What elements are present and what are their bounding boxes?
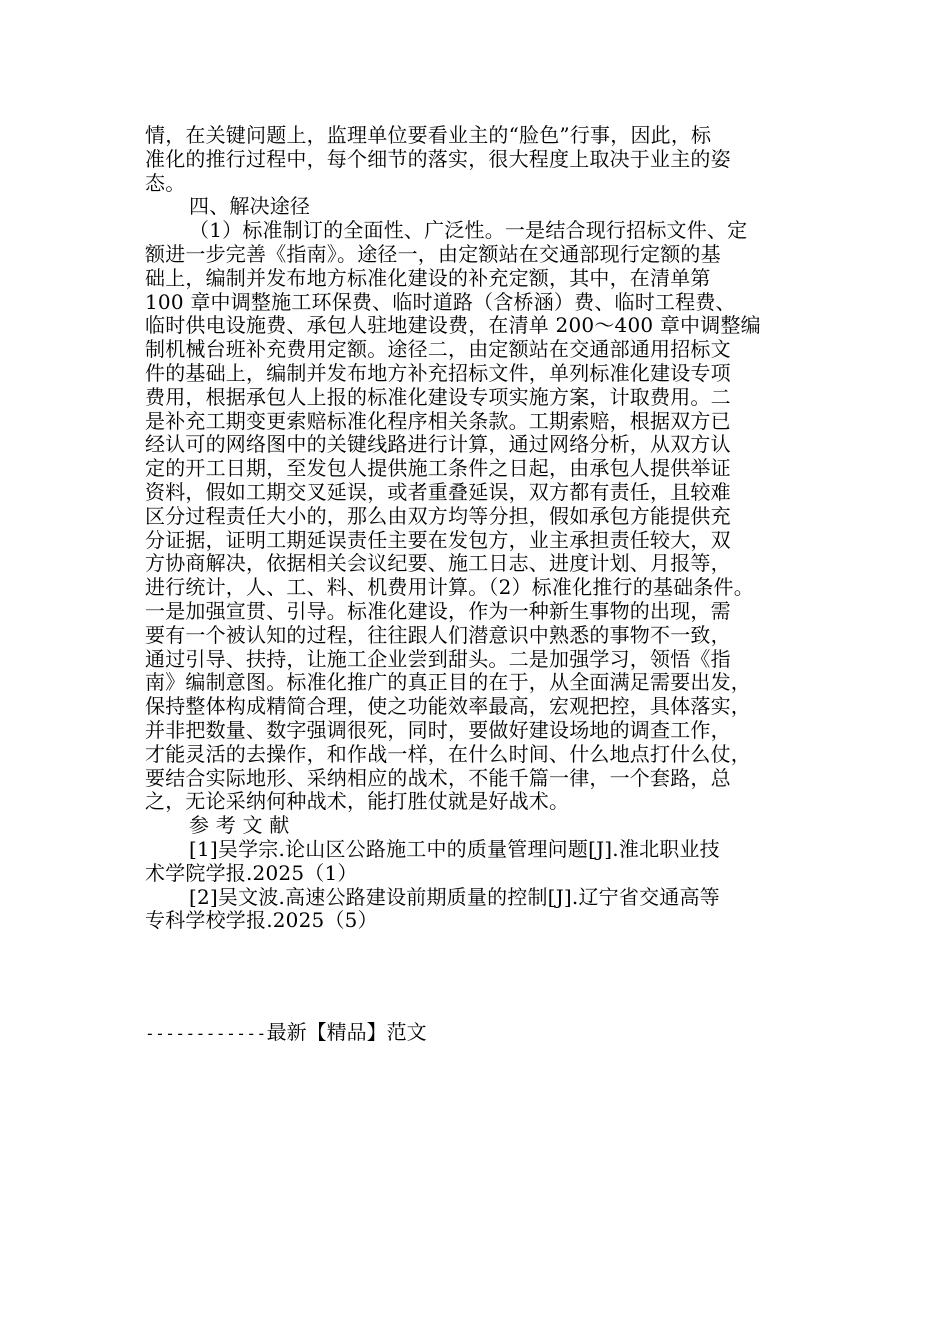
body-line: 础上，编制并发布地方标准化建设的补充定额，其中，在清单第: [145, 265, 711, 290]
body-line: 费用，根据承包人上报的标准化建设专项实施方案，计取费用。二: [145, 384, 731, 409]
body-line: 定的开工日期，至发包人提供施工条件之日起，由承包人提供举证: [145, 456, 731, 481]
body-line: 是补充工期变更索赔标准化程序相关条款。工期索赔，根据双方已: [145, 408, 731, 433]
reference-entry-1-line-1: [1]吴学宗.论山区公路施工中的质量管理问题[J].淮北职业技: [189, 836, 720, 861]
body-line: 额进一步完善《指南》。途径一，由定额站在交通部现行定额的基: [145, 241, 721, 266]
paragraph-continuation-line: 准化的推行过程中，每个细节的落实，很大程度上取决于业主的姿: [145, 146, 731, 171]
document-body: [145, 124, 810, 933]
body-line: 南》编制意图。标准化推广的真正目的在于，从全面满足需要出发，: [145, 670, 751, 695]
references-heading: 参 考 文 献: [189, 813, 290, 838]
body-line: 进行统计，人、工、料、机费用计算。（2）标准化推行的基础条件。: [145, 575, 754, 600]
body-line: 区分过程责任大小的，那么由双方均等分担，假如承包方能提供充: [145, 503, 731, 528]
body-line: 保持整体构成精简合理，使之功能效率最高，宏观把控，具体落实，: [145, 694, 751, 719]
body-line: 经认可的网络图中的关键线路进行计算，通过网络分析，从双方认: [145, 432, 731, 457]
body-line: 并非把数量、数字强调很死，同时，要做好建设场地的调查工作，: [145, 717, 731, 742]
footer-label: 最新【精品】范文: [266, 1020, 427, 1044]
reference-entry-2-line-2: 专科学校学报.2025（5）: [145, 908, 378, 933]
body-line: 资料，假如工期交叉延误，或者重叠延误，双方都有责任，且较难: [145, 479, 731, 504]
body-line: 件的基础上，编制并发布地方补充招标文件，单列标准化建设专项: [145, 360, 731, 385]
body-line: 要结合实际地形、采纳相应的战术，不能千篇一律，一个套路，总: [145, 765, 731, 790]
body-line: 制机械台班补充费用定额。途径二，由定额站在交通部通用招标文: [145, 337, 731, 362]
footer-banner: [145, 1019, 427, 1045]
reference-entry-2-line-1: [2]吴文波.高速公路建设前期质量的控制[J].辽宁省交通高等: [189, 884, 720, 909]
section-heading: 四、解决途径: [189, 194, 311, 219]
body-line: 临时供电设施费、承包人驻地建设费，在清单 200～400 章中调整编: [145, 313, 761, 338]
body-line: 才能灵活的去操作，和作战一样，在什么时间、什么地点打什么仗，: [145, 741, 751, 766]
body-line: （1）标准制订的全面性、广泛性。一是结合现行招标文件、定: [189, 218, 748, 243]
body-line: 通过引导、扶持，让施工企业尝到甜头。二是加强学习，领悟《指: [145, 646, 731, 671]
body-line: 要有一个被认知的过程，往往跟人们潜意识中熟悉的事物不一致，: [145, 622, 731, 647]
paragraph-continuation-line: 情，在关键问题上，监理单位要看业主的“脸色”行事，因此，标: [145, 123, 712, 147]
paragraph-continuation-line: 态。: [145, 170, 186, 195]
body-line: 100 章中调整施工环保费、临时道路（含桥涵）费、临时工程费、: [145, 289, 736, 314]
body-line: 分证据，证明工期延误责任主要在发包方，业主承担责任较大，双: [145, 527, 731, 552]
body-line: 一是加强宣贯、引导。标准化建设，作为一种新生事物的出现，需: [145, 598, 731, 623]
body-line: 方协商解决，依据相关会议纪要、施工日志、进度计划、月报等，: [145, 551, 731, 576]
footer-dashes: ------------: [145, 1024, 267, 1043]
body-line: 之，无论采纳何种战术，能打胜仗就是好战术。: [145, 789, 570, 814]
reference-entry-1-line-2: 术学院学报.2025（1）: [145, 860, 358, 885]
